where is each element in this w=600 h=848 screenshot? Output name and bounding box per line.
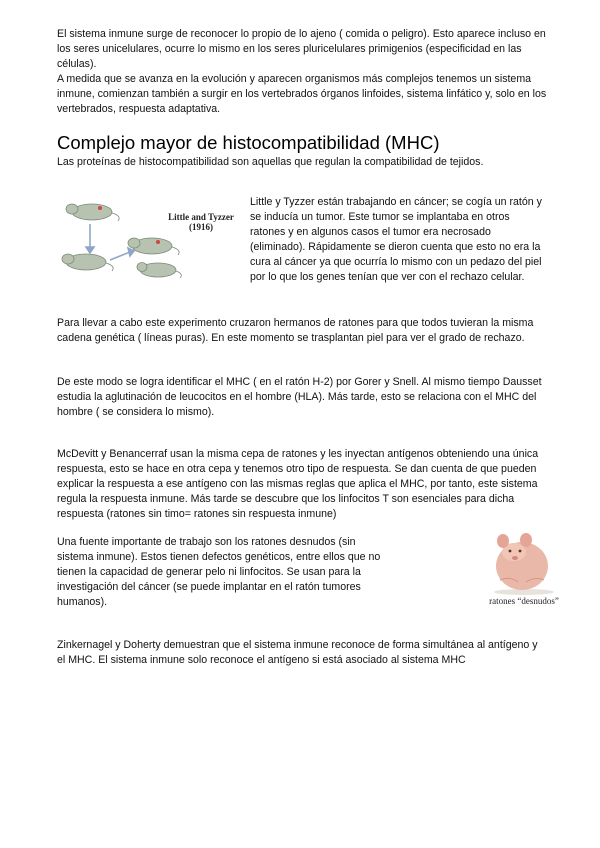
experiment-paragraph: Para llevar a cabo este experimento cruzaron hermanos de ratones para que todos tuvieran la misma cadena genética ( líneas puras). En este momento se trasplantan piel para ver el grado de rechazo. [57, 317, 534, 344]
nude-mouse-illustration [470, 530, 578, 596]
figure-caption-title: Little and Tyzzer [168, 212, 234, 222]
nude-mouse-caption: ratones “desnudos” [489, 596, 559, 606]
mouse-recipient-c [137, 263, 181, 279]
section-title: Complejo mayor de histocompatibilidad (MHC) [57, 132, 440, 153]
evolution-paragraph: A medida que se avanza en la evolución y aparecen organismos más complejos tenemos un sistema inmune, comienzan también a surgir en los vertebrados órganos linfoides, sistema linfático y, solo en los vertebrados, respuesta adaptativa. [57, 73, 547, 115]
section-subtitle: Las proteínas de histocompatibilidad son aquellas que regulan la compatibilidad de tejidos. [57, 156, 484, 168]
mcdevitt-paragraph: McDevitt y Benancerraf usan la misma cepa de ratones y les inyectan antígenos obteniendo una única respuesta, esto se hace en otra cepa y tenemos otro tipo de respuesta. Se dan cuenta de que pueden explicar la respuesta a ese antígeno con las mismas reglas que aplica el MHC, por tanto, este sistema regula la respuesta inmune. Más tarde se descubre que los linfocitos T son esenciales para dicha respuesta (ratones sin timo= ratones sin respuesta inmune) [57, 448, 539, 520]
nude-mice-paragraph: Una fuente importante de trabajo son los ratones desnudos (sin sistema inmune). Estos tienen defectos genéticos, entre ellos que no tienen la capacidad de generar pelo ni linfocitos. Se usan para la investigación del cáncer (se puede implantar en el ratón tumores humanos). [57, 536, 381, 608]
mouse-recipient-a [62, 254, 113, 271]
mouse-donor [66, 204, 119, 221]
mice-transplant-illustration [60, 194, 245, 282]
nude-mouse-figure [470, 530, 578, 610]
little-tyzzer-figure [60, 194, 245, 282]
identification-paragraph: De este modo se logra identificar el MHC ( en el ratón H-2) por Gorer y Snell. Al mismo tiempo Dausset estudia la aglutinación de leucocitos en el hombre (HLA). Más tarde, esto se relaciona con el MHC del hombre ( se considera lo mismo). [57, 376, 542, 418]
figure-caption-year: (1916) [189, 222, 213, 232]
little-tyzzer-paragraph: Little y Tyzzer están trabajando en cáncer; se cogía un ratón y se inducía un tumor. Este tumor se implantaba en otros ratones y en algunos casos el tumor era necrosado (eliminado). Rápidamente se dieron cuenta que esto no era la cura al cáncer ya que ocurría lo mismo con un pedazo del piel por lo que los genes tenían que ver con el rechazo celular. [250, 196, 542, 283]
mouse-recipient-b [128, 238, 179, 255]
zinkernagel-paragraph: Zinkernagel y Doherty demuestran que el sistema inmune reconoce de forma simultánea al antígeno y el MHC. El sistema inmune solo reconoce el antígeno si está asociado al sistema MHC [57, 639, 538, 666]
intro-paragraph: El sistema inmune surge de reconocer lo propio de lo ajeno ( comida o peligro). Esto aparece incluso en los seres unicelulares, ocurre lo mismo en los seres pluricelulares primigenios (especificidad en las células). [57, 28, 546, 70]
